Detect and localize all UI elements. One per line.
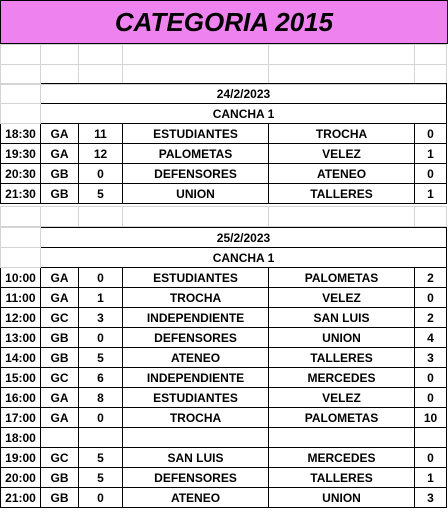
home-score: 5 (79, 348, 123, 368)
away-team: VELEZ (269, 144, 415, 164)
home-team: ESTUDIANTES (123, 268, 269, 288)
away-team: SAN LUIS (269, 308, 415, 328)
day2-court-row (1, 248, 447, 268)
home-team: DEFENSORES (123, 328, 269, 348)
away-score: 0 (415, 448, 447, 468)
home-score: 3 (79, 308, 123, 328)
away-score: 0 (415, 388, 447, 408)
away-score: 0 (415, 164, 447, 184)
match-row (1, 448, 447, 468)
home-team: SAN LUIS (123, 448, 269, 468)
home-score: 0 (79, 268, 123, 288)
spacer-grid-mid (0, 206, 447, 227)
match-time: 12:00 (1, 308, 41, 328)
match-time: 19:30 (1, 144, 41, 164)
away-score: 1 (415, 144, 447, 164)
match-group: GA (41, 144, 79, 164)
match-group: GA (41, 388, 79, 408)
away-team: UNION (269, 488, 415, 508)
match-row (1, 408, 447, 428)
match-time: 20:30 (1, 164, 41, 184)
match-row (1, 184, 447, 204)
away-score: 0 (415, 124, 447, 144)
day1-court-row (1, 104, 447, 124)
day1-schedule-table (0, 83, 447, 204)
day2-court: CANCHA 1 (41, 248, 447, 268)
away-team: PALOMETAS (269, 408, 415, 428)
match-time: 16:00 (1, 388, 41, 408)
home-score: 0 (79, 488, 123, 508)
match-time: 17:00 (1, 408, 41, 428)
match-row (1, 348, 447, 368)
match-time: 19:00 (1, 448, 41, 468)
home-score: 8 (79, 388, 123, 408)
match-row (1, 164, 447, 184)
match-group: GB (41, 348, 79, 368)
match-time: 11:00 (1, 288, 41, 308)
match-group: GC (41, 368, 79, 388)
match-time: 13:00 (1, 328, 41, 348)
match-time: 15:00 (1, 368, 41, 388)
home-team: INDEPENDIENTE (123, 368, 269, 388)
away-score: 3 (415, 348, 447, 368)
away-score: 0 (415, 368, 447, 388)
home-score: 5 (79, 448, 123, 468)
match-row (1, 388, 447, 408)
home-team: TROCHA (123, 408, 269, 428)
away-score: 4 (415, 328, 447, 348)
match-row (1, 124, 447, 144)
away-team: TALLERES (269, 184, 415, 204)
match-row (1, 144, 447, 164)
away-team: TALLERES (269, 348, 415, 368)
match-row (1, 328, 447, 348)
home-team: DEFENSORES (123, 164, 269, 184)
home-score: 5 (79, 184, 123, 204)
day2-schedule-table (0, 227, 447, 508)
match-group: GA (41, 408, 79, 428)
home-team: TROCHA (123, 288, 269, 308)
home-team: ATENEO (123, 348, 269, 368)
match-group: GB (41, 488, 79, 508)
away-score: 1 (415, 468, 447, 488)
away-score: 0 (415, 288, 447, 308)
home-team (123, 428, 269, 448)
sheet-title: CATEGORIA 2015 (0, 0, 448, 44)
match-time: 20:00 (1, 468, 41, 488)
match-group: GA (41, 124, 79, 144)
spacer-grid-top (0, 44, 447, 85)
away-team: PALOMETAS (269, 268, 415, 288)
away-team: TALLERES (269, 468, 415, 488)
match-group: GB (41, 328, 79, 348)
home-score: 5 (79, 468, 123, 488)
match-time: 18:30 (1, 124, 41, 144)
match-group (41, 428, 79, 448)
home-team: UNION (123, 184, 269, 204)
match-group: GC (41, 448, 79, 468)
match-row (1, 288, 447, 308)
home-team: ESTUDIANTES (123, 124, 269, 144)
match-time: 10:00 (1, 268, 41, 288)
match-row (1, 308, 447, 328)
home-team: INDEPENDIENTE (123, 308, 269, 328)
match-group: GA (41, 288, 79, 308)
match-group: GC (41, 308, 79, 328)
away-score: 2 (415, 308, 447, 328)
match-group: GB (41, 468, 79, 488)
home-team: ESTUDIANTES (123, 388, 269, 408)
home-team: PALOMETAS (123, 144, 269, 164)
home-score (79, 428, 123, 448)
match-time: 21:00 (1, 488, 41, 508)
home-score: 6 (79, 368, 123, 388)
home-score: 1 (79, 288, 123, 308)
day2-date-row (1, 228, 447, 248)
home-team: DEFENSORES (123, 468, 269, 488)
away-score: 1 (415, 184, 447, 204)
match-row (1, 428, 447, 448)
home-score: 0 (79, 164, 123, 184)
away-team: VELEZ (269, 288, 415, 308)
away-score (415, 428, 447, 448)
away-team: TROCHA (269, 124, 415, 144)
away-score: 2 (415, 268, 447, 288)
match-time: 21:30 (1, 184, 41, 204)
match-group: GB (41, 164, 79, 184)
away-team: ATENEO (269, 164, 415, 184)
away-team (269, 428, 415, 448)
home-score: 12 (79, 144, 123, 164)
day1-court: CANCHA 1 (41, 104, 447, 124)
away-score: 10 (415, 408, 447, 428)
day1-date: 24/2/2023 (41, 84, 447, 104)
match-row (1, 468, 447, 488)
home-score: 11 (79, 124, 123, 144)
match-row (1, 368, 447, 388)
away-team: VELEZ (269, 388, 415, 408)
away-team: MERCEDES (269, 448, 415, 468)
away-team: UNION (269, 328, 415, 348)
day1-date-row (1, 84, 447, 104)
away-score: 3 (415, 488, 447, 508)
match-time: 14:00 (1, 348, 41, 368)
match-time: 18:00 (1, 428, 41, 448)
day2-date: 25/2/2023 (41, 228, 447, 248)
home-score: 0 (79, 328, 123, 348)
home-score: 0 (79, 408, 123, 428)
away-team: MERCEDES (269, 368, 415, 388)
match-group: GA (41, 268, 79, 288)
match-row (1, 488, 447, 508)
match-group: GB (41, 184, 79, 204)
match-row (1, 268, 447, 288)
home-team: ATENEO (123, 488, 269, 508)
